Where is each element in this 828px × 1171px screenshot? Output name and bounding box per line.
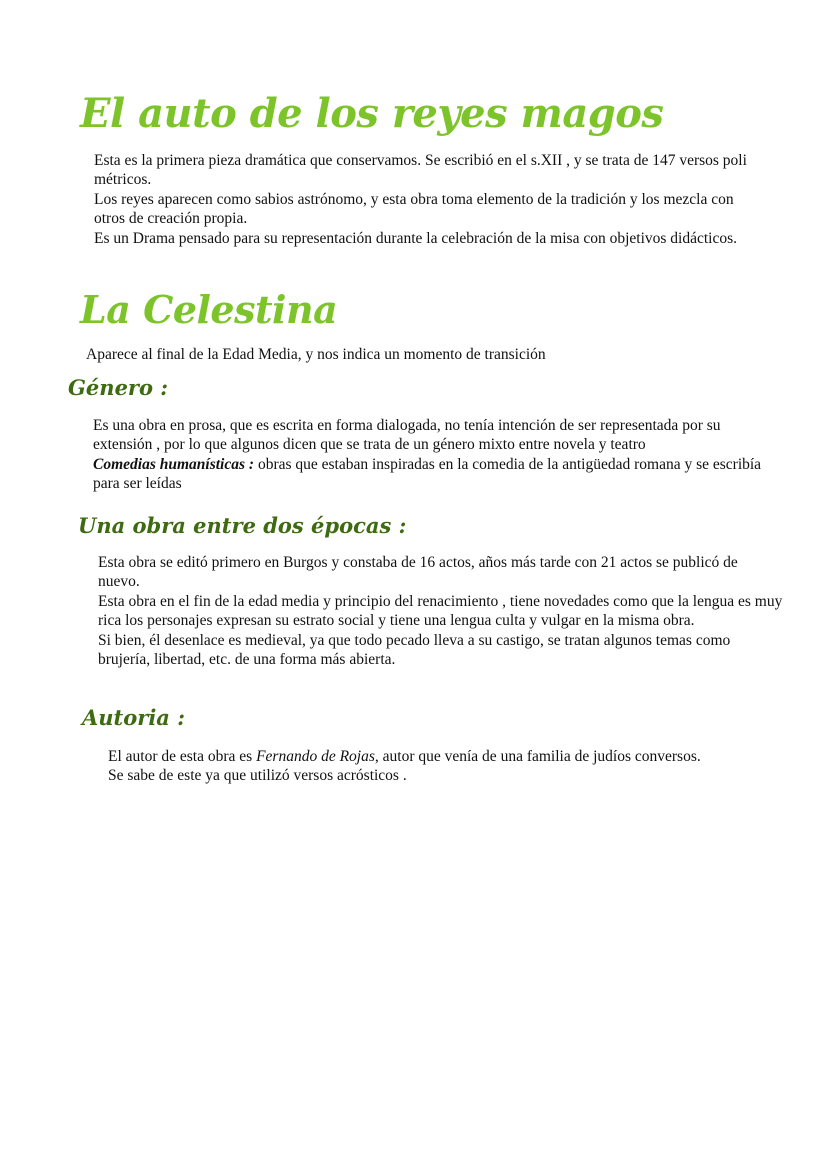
autoria-line-2: Se sabe de este ya que utilizó versos acrósticos . [108,767,407,785]
heading-autoria: Autoria : [82,705,185,730]
genero-body [93,416,783,494]
autoria-body [108,747,798,786]
comedias-term: Comedias humanísticas : [93,455,255,473]
genero-comedias [93,455,783,494]
heading-obra-entre-dos-epocas: Una obra entre dos épocas : [78,513,407,538]
autoria-line-1 [108,747,798,766]
title-auto-reyes-magos: El auto de los reyes magos [80,90,664,137]
auto-paragraph-1: Esta es la primera pieza dramática que conservamos. Se escribió en el s.XII , y se trata de 147 versos poli métricos. [94,152,747,189]
auto-paragraph-3: Es un Drama pensado para su representación durante la celebración de la misa con objetivos didácticos. [94,229,738,247]
auto-reyes-body [94,151,764,248]
title-la-celestina: La Celestina [80,287,338,332]
celestina-intro-text: Aparece al final de la Edad Media, y nos indica un momento de transición [86,346,546,363]
author-name: Fernando de Rojas [256,748,375,765]
celestina-intro [86,345,786,364]
epocas-paragraph-1: Esta obra se editó primero en Burgos y constaba de 16 actos, años más tarde con 21 actos se publicó de nuevo. [98,554,738,591]
epocas-body [98,553,783,669]
genero-paragraph: Es una obra en prosa, que es escrita en forma dialogada, no tenía intención de ser representada por su extensión , por lo que algunos dicen que se trata de un género mixto entre novela y teatro [93,417,721,454]
autoria-suffix: , autor que venía de una familia de judíos conversos. [374,748,701,765]
autoria-prefix: El autor de esta obra es [108,748,257,765]
auto-paragraph-2: Los reyes aparecen como sabios astrónomo, y esta obra toma elemento de la tradición y los mezcla con otros de creación propia. [94,190,734,228]
epocas-paragraph-3: Si bien, él desenlace es medieval, ya que todo pecado lleva a su castigo, se tratan algunos temas como brujería, libertad, etc. de una forma más abierta. [98,631,731,669]
comedias-definition: obras que estaban inspiradas en la comedia de la antigüedad romana y se escribía para ser leídas [93,455,762,493]
heading-genero: Género : [68,375,169,400]
epocas-paragraph-2: Esta obra en el fin de la edad media y principio del renacimiento , tiene novedades como que la lengua es muy rica los personajes expresan su estrato social y tiene una lengua culta y vulgar en la misma obra. [98,592,783,630]
